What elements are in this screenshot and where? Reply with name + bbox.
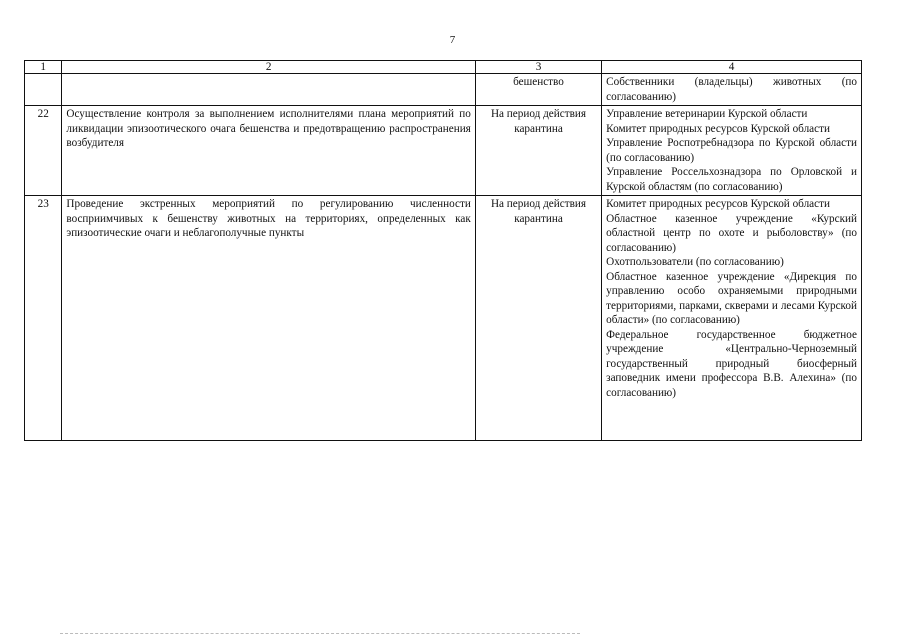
row-responsible [602, 74, 862, 106]
table-row-22 [25, 106, 862, 196]
responsible-entry: Областное казенное учреждение «Дирекция по управлению особо охраняемыми природными территориями, парками, скверами и лесами Курской области» (по согласованию) [606, 270, 857, 326]
row-period: На период действия карантина [475, 196, 601, 441]
scan-artifact-line [60, 633, 580, 635]
responsible-entry: Управление Роспотребнадзора по Курской области (по согласованию) [606, 137, 857, 164]
table-header-row [25, 61, 862, 74]
table-row-continuation [25, 74, 862, 106]
header-col-2: 2 [62, 61, 475, 74]
row-period: На период действия карантина [475, 106, 601, 196]
page-number: 7 [449, 34, 456, 46]
row-responsible [602, 196, 862, 441]
responsible-entry: Областное казенное учреждение «Курский областной центр по охоте и рыболовству» (по согласованию) [606, 212, 857, 254]
responsible-entry: Комитет природных ресурсов Курской области [606, 198, 830, 210]
responsible-entry: Комитет природных ресурсов Курской области [606, 122, 830, 135]
table-row-23 [25, 196, 862, 441]
row-responsible [602, 106, 862, 196]
action-text: Осуществление контроля за выполнением исполнителями плана мероприятий по ликвидации эпизоотического очага бешенства и предотвращению распространения возбудителя [66, 108, 471, 149]
header-col-3: 3 [475, 61, 601, 74]
responsible-entry: Управление ветеринарии Курской области [606, 108, 808, 120]
responsible-entry: Собственники (владельцы) животных (по согласованию) [606, 76, 857, 103]
responsible-entry: Охотпользователи (по согласованию) [606, 256, 784, 268]
header-col-4: 4 [602, 61, 862, 74]
responsible-entry: Федеральное государственное бюджетное учреждение «Центрально-Черноземный государственный природный биосферный заповедник имени профессора В.В. Алехина» (по согласованию) [606, 328, 857, 399]
row-action [62, 196, 475, 441]
action-text: Проведение экстренных мероприятий по регулированию численности восприимчивых к бешенству животных на территориях, определенных как эпизоотические очаги и неблагополучные пункты [66, 198, 471, 239]
row-number [25, 74, 62, 106]
row-number: 22 [25, 106, 62, 196]
header-col-1: 1 [25, 61, 62, 74]
row-action [62, 106, 475, 196]
responsible-entry: Управление Россельхознадзора по Орловской и Курской областям (по согласованию) [606, 166, 857, 193]
measures-table [24, 60, 862, 441]
row-number: 23 [25, 196, 62, 441]
row-period: бешенство [475, 74, 601, 106]
row-action [62, 74, 475, 106]
